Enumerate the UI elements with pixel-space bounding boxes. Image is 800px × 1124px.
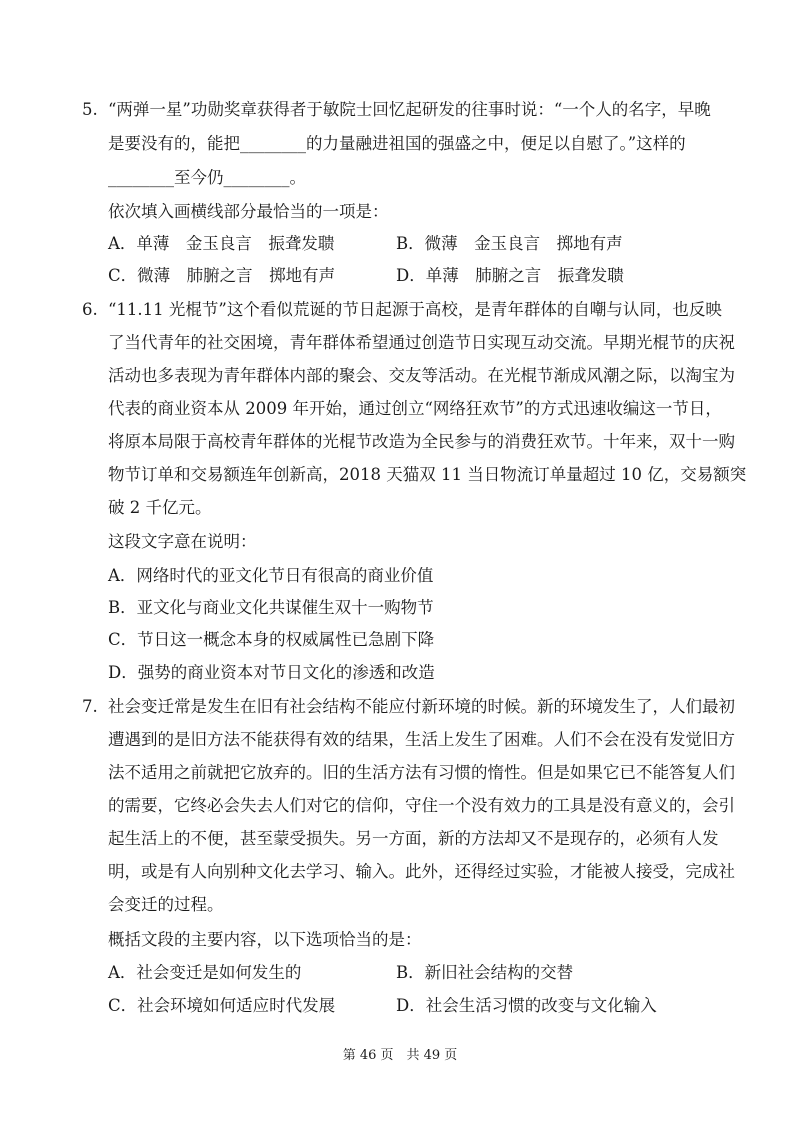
question-text-line: 代表的商业资本从 2009 年开始，通过创立“网络狂欢节”的方式迅速收编这一节日， [108,399,722,418]
question-text-line: 明，或是有人向别种文化去学习、输入。此外，还得经过实验，才能被人接受，完成社 [108,862,735,881]
option-d[interactable]: D．强势的商业资本对节日文化的渗透和改造 [108,663,435,682]
question-prompt: 概括文段的主要内容，以下选项恰当的是： [108,930,422,949]
question-text-line: 物节订单和交易额连年创新高，2018 天猫双 11 当日物流订单量超过 10 亿，交易额突 [108,465,747,484]
option-a[interactable]: A．社会变迁是如何发生的 [108,963,302,982]
question-text-line: 了当代青年的社交困境，青年群体希望通过创造节日实现互动交流。早期光棍节的庆祝 [108,333,735,352]
question-prompt: 这段文字意在说明： [108,532,257,551]
option-c[interactable]: C．社会环境如何适应时代发展 [108,996,336,1015]
question-text-line: 的需要，它终必会失去人们对它的信仰，守住一个没有效力的工具是没有意义的，会引 [108,796,735,815]
question-number: 7. [82,697,98,716]
page-footer: 第 46 页 共 49 页 [342,1048,458,1063]
question-text-line: 是要没有的，能把________的力量融进祖国的强盛之中，便足以自慰了。”这样的 [108,134,686,153]
question-number: 5. [82,100,98,119]
question-text-line: “两弹一星”功勋奖章获得者于敏院士回忆起研发的往事时说：“一个人的名字，早晚 [108,100,711,119]
option-b[interactable]: B．亚文化与商业文化共谋催生双十一购物节 [108,598,434,617]
question-text-line: 社会变迁常是发生在旧有社会结构不能应付新环境的时候。新的环境发生了，人们最初 [108,697,735,716]
option-c[interactable]: C．节日这一概念本身的权威属性已急剧下降 [108,630,435,649]
question-text-line: 遭遇到的是旧方法不能获得有效的结果，生活上发生了困难。人们不会在没有发觉旧方 [108,730,735,749]
question-text-line: 法不适用之前就把它放弃的。旧的生活方法有习惯的惰性。但是如果它已不能答复人们 [108,763,735,782]
question-prompt: 依次填入画横线部分最恰当的一项是： [108,202,389,221]
question-text-line: “11.11 光棍节”这个看似荒诞的节日起源于高校，是青年群体的自嘲与认同，也反映 [108,300,722,319]
option-d[interactable]: D．社会生活习惯的改变与文化输入 [396,996,657,1015]
question-text-line: 活动也多表现为青年群体内部的聚会、交友等活动。在光棍节渐成风潮之际，以淘宝为 [108,366,735,385]
question-number: 6. [82,300,98,319]
option-c[interactable]: C．微薄 肺腑之言 掷地有声 [108,266,336,285]
question-text-line: 破 2 千亿元。 [108,498,212,517]
option-d[interactable]: D．单薄 肺腑之言 振聋发聩 [396,266,624,285]
question-text-line: 会变迁的过程。 [108,895,224,914]
question-text-line: ________至今仍________。 [108,168,306,187]
option-b[interactable]: B．新旧社会结构的交替 [396,963,574,982]
option-a[interactable]: A．单薄 金玉良言 振聋发聩 [108,234,335,253]
option-a[interactable]: A．网络时代的亚文化节日有很高的商业价值 [108,566,434,585]
question-text-line: 起生活上的不便，甚至蒙受损失。另一方面，新的方法却又不是现存的，必须有人发 [108,829,719,848]
option-b[interactable]: B．微薄 金玉良言 掷地有声 [396,234,623,253]
question-text-line: 将原本局限于高校青年群体的光棍节改造为全民参与的消费狂欢节。十年来，双十一购 [108,432,735,451]
